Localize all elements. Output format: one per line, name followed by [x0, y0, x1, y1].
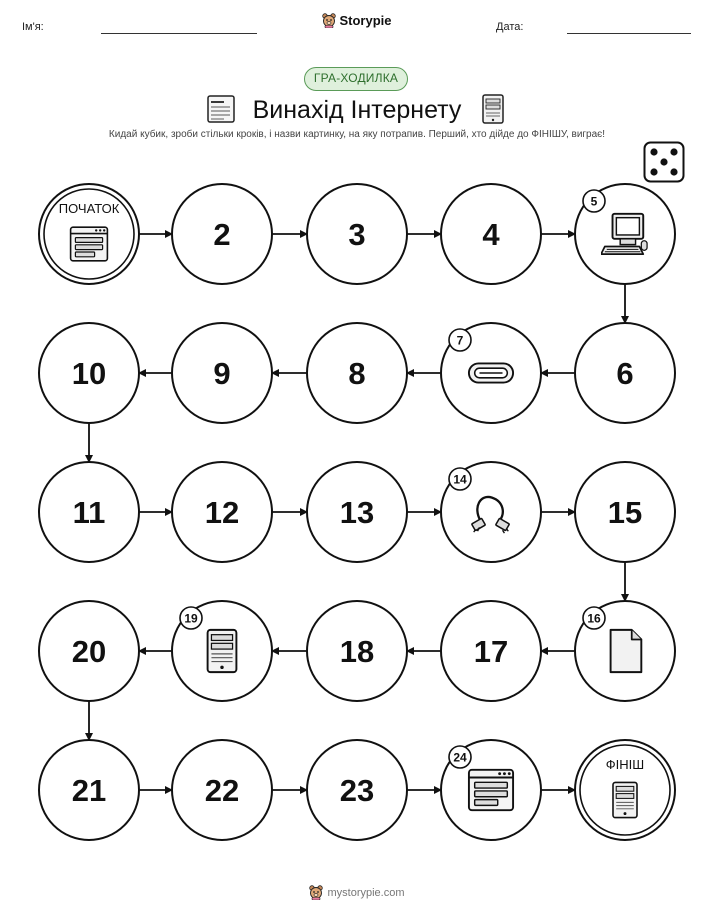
- board-space: [575, 462, 675, 562]
- finish-label: ФІНІШ: [605, 757, 645, 772]
- board-space: [575, 323, 675, 423]
- board-space: [307, 740, 407, 840]
- space-number: 5: [590, 194, 598, 209]
- footer-url: mystorypie.com: [327, 886, 405, 899]
- board-space: [441, 740, 541, 840]
- page-title: Винахід Інтернету: [252, 96, 462, 124]
- board-space: [172, 601, 272, 701]
- name-label: Ім'я:: [22, 21, 44, 33]
- server-icon: [208, 630, 237, 672]
- board-space: [39, 323, 139, 423]
- space-number: 7: [456, 333, 464, 348]
- game-type-badge: ГРА-ХОДИЛКА: [304, 67, 408, 91]
- board-space: [441, 601, 541, 701]
- board-space: [441, 184, 541, 284]
- board-space: [39, 740, 139, 840]
- board-space: [575, 601, 675, 701]
- board-space: [307, 323, 407, 423]
- space-number: 8: [348, 356, 366, 391]
- space-number: 10: [71, 356, 107, 391]
- board-space: [441, 462, 541, 562]
- space-number: 15: [607, 495, 643, 530]
- board-space: [575, 184, 675, 284]
- board-space: [575, 740, 675, 840]
- space-number: 13: [339, 495, 375, 530]
- cable-connector-icon: [469, 363, 513, 382]
- webpage-icon: [71, 227, 108, 261]
- space-number: 23: [339, 773, 375, 808]
- board-space: [441, 323, 541, 423]
- board-space: [39, 184, 139, 284]
- board-space: [307, 601, 407, 701]
- space-number: 12: [204, 495, 240, 530]
- space-number: 21: [71, 773, 107, 808]
- board-space: [307, 184, 407, 284]
- footer: [0, 885, 714, 905]
- brand-name: Storypie: [339, 13, 392, 28]
- document-icon: [611, 630, 642, 672]
- start-label: ПОЧАТОК: [58, 201, 120, 216]
- bear-icon: [309, 885, 323, 900]
- board-space: [172, 323, 272, 423]
- board-space: [172, 740, 272, 840]
- space-number: 11: [72, 495, 106, 530]
- space-number: 14: [453, 472, 467, 487]
- space-number: 22: [204, 773, 240, 808]
- space-number: 24: [453, 750, 467, 765]
- space-number: 4: [482, 217, 500, 252]
- space-number: 18: [339, 634, 375, 669]
- board-space: [307, 462, 407, 562]
- space-number: 9: [213, 356, 231, 391]
- board-space: [39, 601, 139, 701]
- space-number: 3: [348, 217, 366, 252]
- space-number: 16: [587, 611, 601, 626]
- board-space: [39, 462, 139, 562]
- instructions: Кидай кубик, зроби стільки кроків, і назви картинку, на яку потрапив. Перший, хто дійде до ФІНІШУ, виграє!: [108, 129, 606, 140]
- date-label: Дата:: [496, 21, 524, 33]
- space-number: 19: [184, 611, 198, 626]
- space-number: 20: [71, 634, 107, 669]
- webpage-icon: [469, 770, 513, 810]
- board-space: [172, 462, 272, 562]
- space-number: 17: [473, 634, 509, 669]
- space-number: 6: [616, 356, 634, 391]
- board-space: [172, 184, 272, 284]
- server-icon: [613, 782, 637, 817]
- space-number: 2: [213, 217, 231, 252]
